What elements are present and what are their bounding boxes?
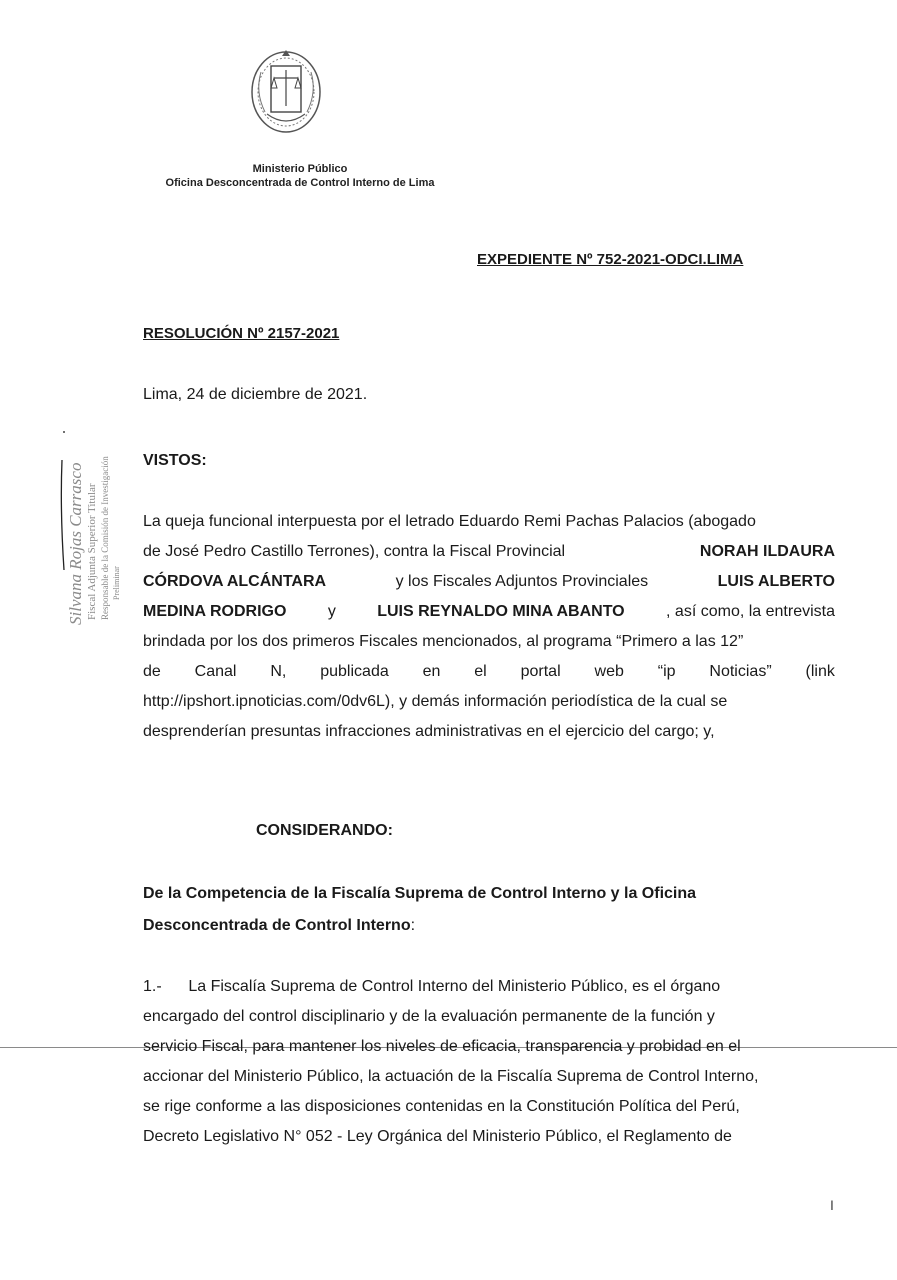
paragraph-line: se rige conforme a las disposiciones contenidas en la Constitución Política del Perú, xyxy=(143,1098,740,1115)
text-run: brindada por los dos primeros Fiscales mencionados, al programa “Primero a las 12” xyxy=(143,633,744,650)
text-run: http://ipshort.ipnoticias.com/0dv6L), y demás información periodística de la cual se xyxy=(143,693,728,710)
heading-line: De la Competencia de la Fiscalía Suprema de Control Interno y la Oficina xyxy=(143,885,697,902)
letterhead xyxy=(140,162,460,190)
competencia-heading xyxy=(143,878,835,942)
paragraph-line: Decreto Legislativo N° 052 - Ley Orgánica del Ministerio Público, el Reglamento de xyxy=(143,1128,732,1145)
bold-name: NORAH ILDAURA xyxy=(699,543,835,560)
paragraph-line xyxy=(143,537,835,567)
paragraph-line: encargado del control disciplinario y de la evaluación permanente de la función y xyxy=(143,1008,715,1025)
paragraph-line xyxy=(143,627,835,657)
word: publicada xyxy=(320,663,389,680)
word: N, xyxy=(270,663,287,680)
paragraph-line: 1.- La Fiscalía Suprema de Control Interno del Ministerio Público, es el órgano xyxy=(143,978,721,995)
text-run: desprenderían presuntas infracciones administrativas en el ejercicio del cargo; y, xyxy=(143,723,715,740)
word: portal xyxy=(520,663,561,680)
word: de xyxy=(143,663,161,680)
stamp-title: Fiscal Adjunta Superior Titular xyxy=(86,483,98,620)
paragraph-line: servicio Fiscal, para mantener los niveles de eficacia, transparencia y probidad en el xyxy=(143,1038,741,1055)
text-run: y los Fiscales Adjuntos Provinciales xyxy=(395,573,649,590)
word: web xyxy=(594,663,624,680)
bold-name: LUIS ALBERTO xyxy=(717,573,835,590)
paragraph-line xyxy=(143,687,835,717)
text-run: y xyxy=(327,603,336,620)
text-run: La queja funcional interpuesta por el letrado Eduardo Remi Pachas Palacios (abogado xyxy=(143,513,756,530)
text-run: de José Pedro Castillo Terrones), contra la Fiscal Provincial xyxy=(143,543,566,560)
paragraph-line xyxy=(143,717,835,747)
expediente-number: EXPEDIENTE Nº 752-2021-ODCI.LIMA xyxy=(477,251,744,268)
bold-name: CÓRDOVA ALCÁNTARA xyxy=(143,573,327,590)
heading-line xyxy=(143,910,835,942)
word: en xyxy=(422,663,441,680)
resolution-number: RESOLUCIÓN Nº 2157-2021 xyxy=(143,325,340,342)
bold-name: MEDINA RODRIGO xyxy=(143,603,287,620)
paragraph-line xyxy=(143,657,835,687)
office-name: Oficina Desconcentrada de Control Interno de Lima xyxy=(165,177,435,189)
considerando-paragraph-1 xyxy=(143,972,835,1152)
page-number: I xyxy=(830,1197,834,1213)
heading-colon: : xyxy=(410,917,416,934)
word: Canal xyxy=(194,663,237,680)
heading-text: Desconcentrada de Control Interno xyxy=(143,917,411,934)
word: el xyxy=(474,663,487,680)
word: “ip xyxy=(657,663,676,680)
word: Noticias” xyxy=(709,663,772,680)
signature-stamp xyxy=(56,420,126,625)
vistos-paragraph xyxy=(143,507,835,747)
paragraph-line xyxy=(143,507,835,537)
paragraph-line xyxy=(143,597,835,627)
coat-of-arms-seal xyxy=(245,42,327,138)
considerando-heading: CONSIDERANDO: xyxy=(256,822,393,839)
stamp-name: Silvana Rojas Carrasco xyxy=(66,462,85,625)
vistos-heading: VISTOS: xyxy=(143,452,207,469)
stamp-role: Responsable de la Comisión de Investigación xyxy=(100,456,110,620)
word: (link xyxy=(805,663,835,680)
text-run: , así como, la entrevista xyxy=(666,603,835,620)
institution-name: Ministerio Público xyxy=(252,163,348,175)
bold-name: LUIS REYNALDO MINA ABANTO xyxy=(377,603,625,620)
paragraph-line xyxy=(143,567,835,597)
stamp-extra: Preliminar xyxy=(112,566,121,600)
paragraph-line: accionar del Ministerio Público, la actuación de la Fiscalía Suprema de Control Interno, xyxy=(143,1068,759,1085)
document-date: Lima, 24 de diciembre de 2021. xyxy=(143,386,368,403)
